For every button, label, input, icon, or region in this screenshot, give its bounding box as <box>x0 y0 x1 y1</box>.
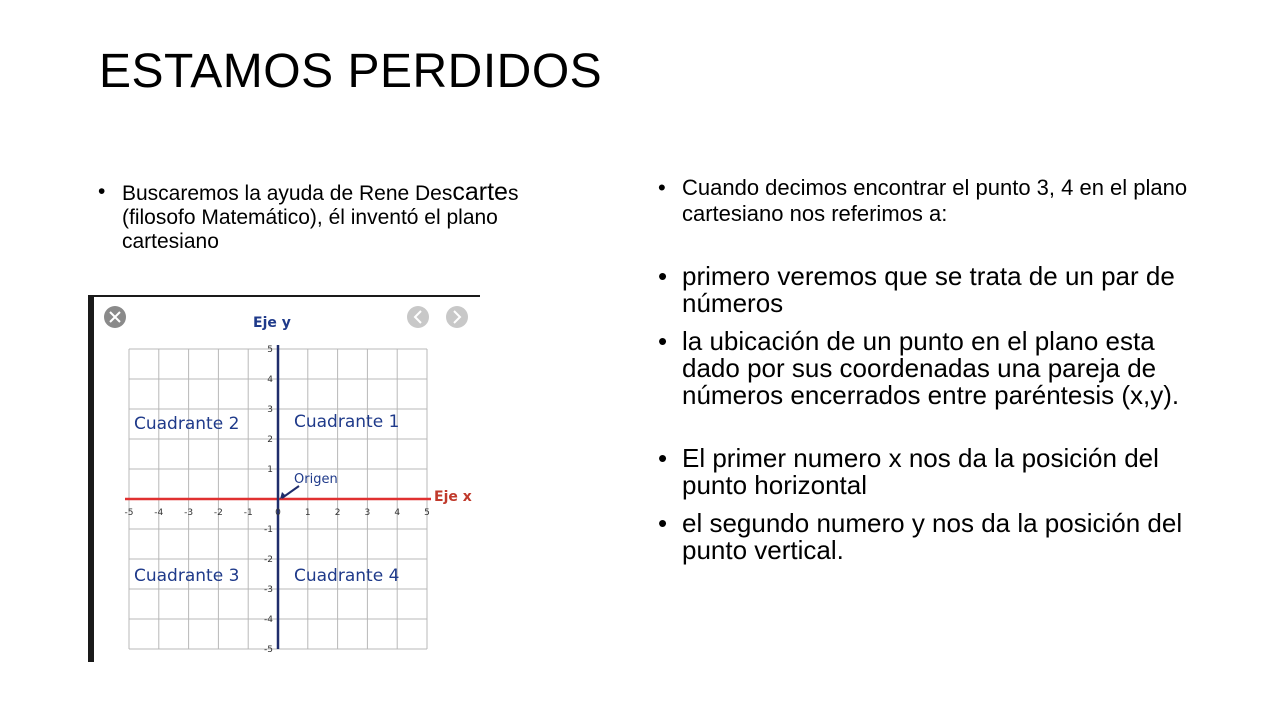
y-tick-label: -4 <box>264 615 273 625</box>
right-bullet-y: • el segundo numero y nos da la posición del punto vertical. <box>656 510 1216 564</box>
x-tick-label: 2 <box>334 508 341 518</box>
y-tick-label: -2 <box>264 555 273 565</box>
x-axis-label: Eje x <box>434 489 472 505</box>
cartesian-plane <box>94 297 480 662</box>
left-bullet <box>96 180 596 254</box>
x-tick-label: -1 <box>243 508 253 518</box>
right-bullet-coordinates: • la ubicación de un punto en el plano esta dado por sus coordenadas una pareja de números encerrados entre paréntesis (x,y). <box>656 328 1216 409</box>
quadrant-4-label: Cuadrante 4 <box>294 566 400 586</box>
quadrant-1-label: Cuadrante 1 <box>294 412 400 432</box>
y-tick-label: 2 <box>267 435 273 445</box>
slide-title: ESTAMOS PERDIDOS <box>99 45 603 98</box>
left-column <box>96 180 596 254</box>
bullet-text-part3: s (filosofo Matemático), él inventó el plano cartesiano <box>122 182 519 253</box>
x-tick-label: -5 <box>124 508 134 518</box>
y-tick-label: -5 <box>264 645 273 655</box>
next-icon[interactable] <box>446 306 468 328</box>
right-bullet-pair: • primero veremos que se trata de un par de números <box>656 263 1216 317</box>
x-tick-label: -4 <box>154 508 164 518</box>
x-tick-label: 1 <box>304 508 311 518</box>
cartesian-plane-figure <box>88 295 480 662</box>
right-column <box>656 175 1216 575</box>
y-tick-label: 1 <box>267 465 273 475</box>
x-tick-label: 4 <box>394 508 401 518</box>
x-tick-label: -2 <box>213 508 223 518</box>
x-tick-label: 5 <box>424 508 430 518</box>
y-tick-label: -1 <box>264 525 273 535</box>
close-icon[interactable] <box>104 306 126 328</box>
axes <box>125 345 431 649</box>
quadrant-2-label: Cuadrante 2 <box>134 414 240 434</box>
y-tick-label: 5 <box>267 345 273 355</box>
origin-label: Origen <box>294 472 338 487</box>
y-tick-label: -3 <box>264 585 273 595</box>
bullet-text-part1: Buscaremos la ayuda de Rene Des <box>122 182 453 205</box>
bullet-text-emphasis: carte <box>452 178 508 206</box>
quadrant-3-label: Cuadrante 3 <box>134 566 240 586</box>
y-tick-label: 3 <box>267 405 273 415</box>
right-bullet-x: • El primer numero x nos da la posición del punto horizontal <box>656 445 1216 499</box>
y-axis-label: Eje y <box>253 315 291 331</box>
x-tick-label: 3 <box>364 508 371 518</box>
x-tick-label: -3 <box>184 508 194 518</box>
y-tick-label: 4 <box>267 375 273 385</box>
previous-icon[interactable] <box>407 306 429 328</box>
x-tick-label: 0 <box>275 508 281 518</box>
right-bullet-intro: • Cuando decimos encontrar el punto 3, 4 en el plano cartesiano nos referimos a: <box>656 175 1216 227</box>
